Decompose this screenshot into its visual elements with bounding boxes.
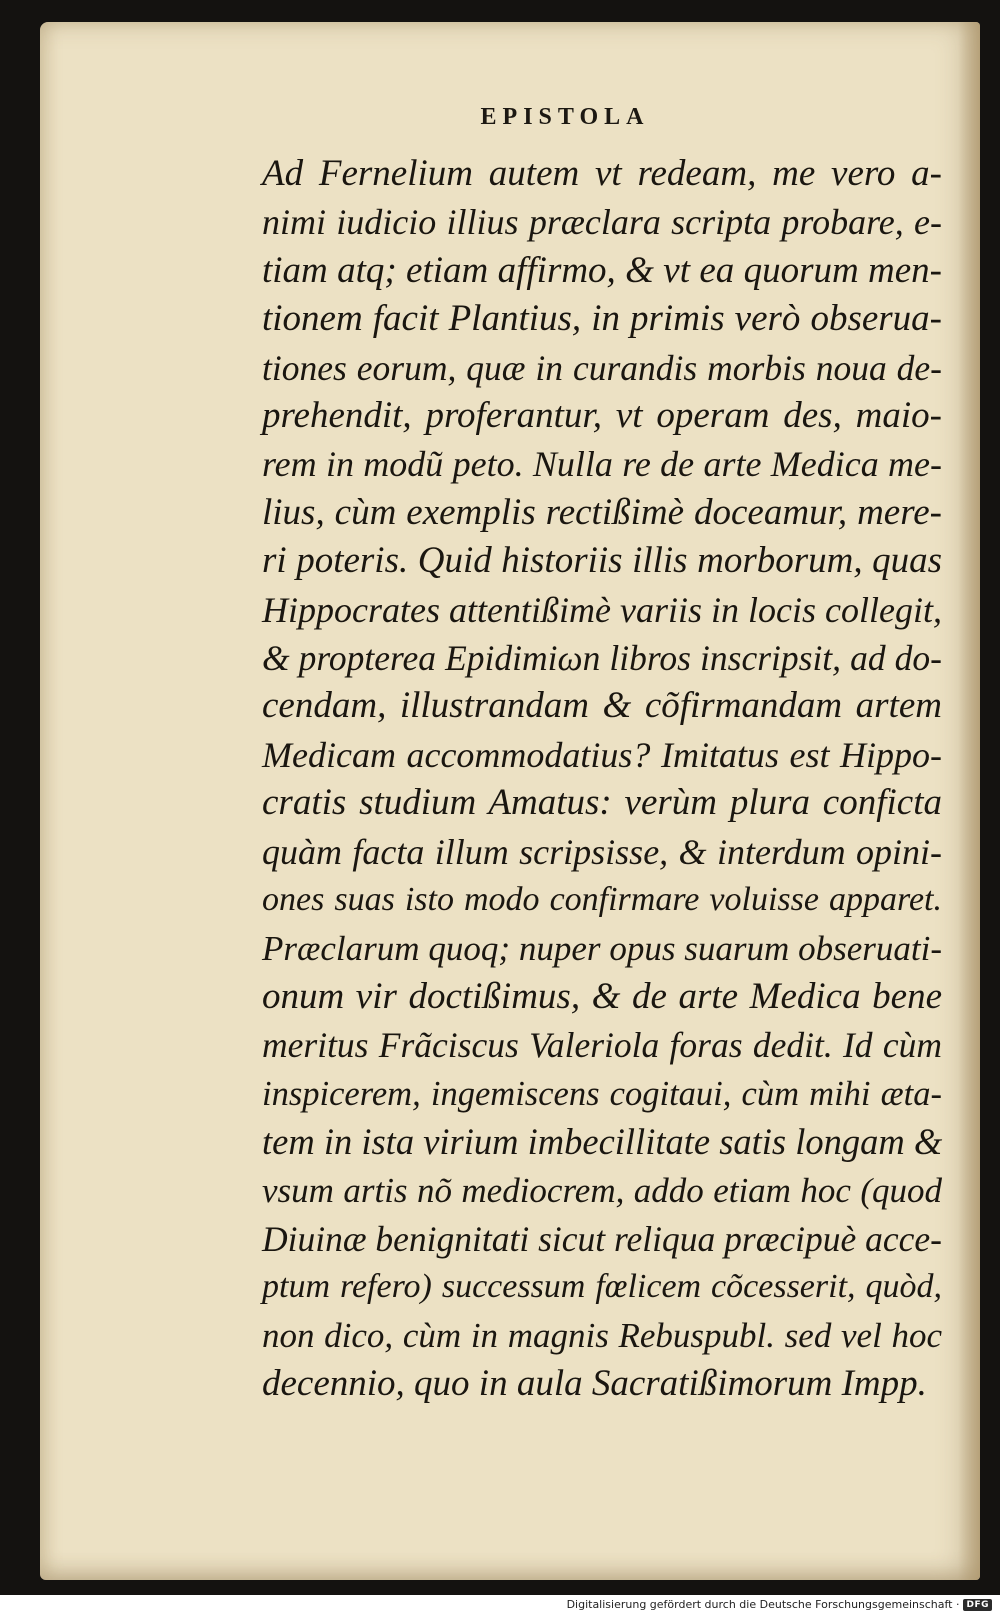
text-line: tionem facit Plantius, in primis verò obserua- xyxy=(262,298,942,340)
text-line: lius, cùm exemplis rectißimè doceamur, mere- xyxy=(262,491,942,533)
text-line: tiam atq; etiam affirmo, & vt ea quorum men- xyxy=(262,249,942,291)
text-line: rem in modũ peto. Nulla re de arte Medica me- xyxy=(262,444,942,485)
text-line: Diuinæ benignitati sicut reliqua præcipuè acce- xyxy=(262,1218,942,1259)
text-line: prehendit, proferantur, vt operam des, maio- xyxy=(262,395,942,437)
running-head: EPISTOLA xyxy=(480,104,650,130)
text-line: ptum refero) successum fœlicem cõcesserit, quòd, xyxy=(262,1268,942,1306)
text-line: onum vir doctißimus, & de arte Medica bene xyxy=(262,975,942,1017)
page-edge-shadow xyxy=(958,22,980,1580)
digitization-footer xyxy=(567,1598,992,1611)
text-line: vsum artis nõ mediocrem, addo etiam hoc (quod xyxy=(262,1170,942,1210)
text-line: & propterea Epidimiωn libros inscripsit, ad do- xyxy=(262,638,942,679)
text-line: Ad Fernelium autem vt redeam, me vero a- xyxy=(262,153,942,194)
text-line: decennio, quo in aula Sacratißimorum Impp. xyxy=(262,1363,927,1405)
body-text xyxy=(262,150,942,1409)
footer-credit: Digitalisierung gefördert durch die Deutsche Forschungsgemeinschaft · xyxy=(566,1598,960,1611)
text-line: ri poteris. Quid historiis illis morborum, quas xyxy=(262,540,942,582)
text-line: Medicam accommodatius? Imitatus est Hippo- xyxy=(262,734,942,775)
book-page xyxy=(40,22,980,1580)
text-line: inspicerem, ingemiscens cogitaui, cùm mihi æta- xyxy=(262,1074,942,1113)
text-line: ones suas isto modo confirmare voluisse apparet. xyxy=(262,881,942,919)
text-line: cratis studium Amatus: verùm plura conficta xyxy=(262,782,942,824)
text-line: Hippocrates attentißimè variis in locis collegit, xyxy=(262,589,942,630)
dfg-logo-icon: DFG xyxy=(963,1599,992,1611)
text-line: quàm facta illum scripsisse, & interdum opini- xyxy=(262,831,942,872)
text-line: non dico, cùm in magnis Rebuspubl. sed vel hoc xyxy=(262,1315,942,1355)
text-line: tiones eorum, quæ in curandis morbis noua de- xyxy=(262,347,942,388)
text-line: nimi iudicio illius præclara scripta probare, e- xyxy=(262,202,942,243)
text-line: meritus Frãciscus Valeriola foras dedit. Id cùm xyxy=(262,1025,942,1066)
text-line: cendam, illustrandam & cõfirmandam artem xyxy=(262,685,942,727)
text-line: Præclarum quoq; nuper opus suarum obseruati- xyxy=(262,928,942,968)
text-line: tem in ista virium imbecillitate satis longam & xyxy=(262,1121,943,1163)
